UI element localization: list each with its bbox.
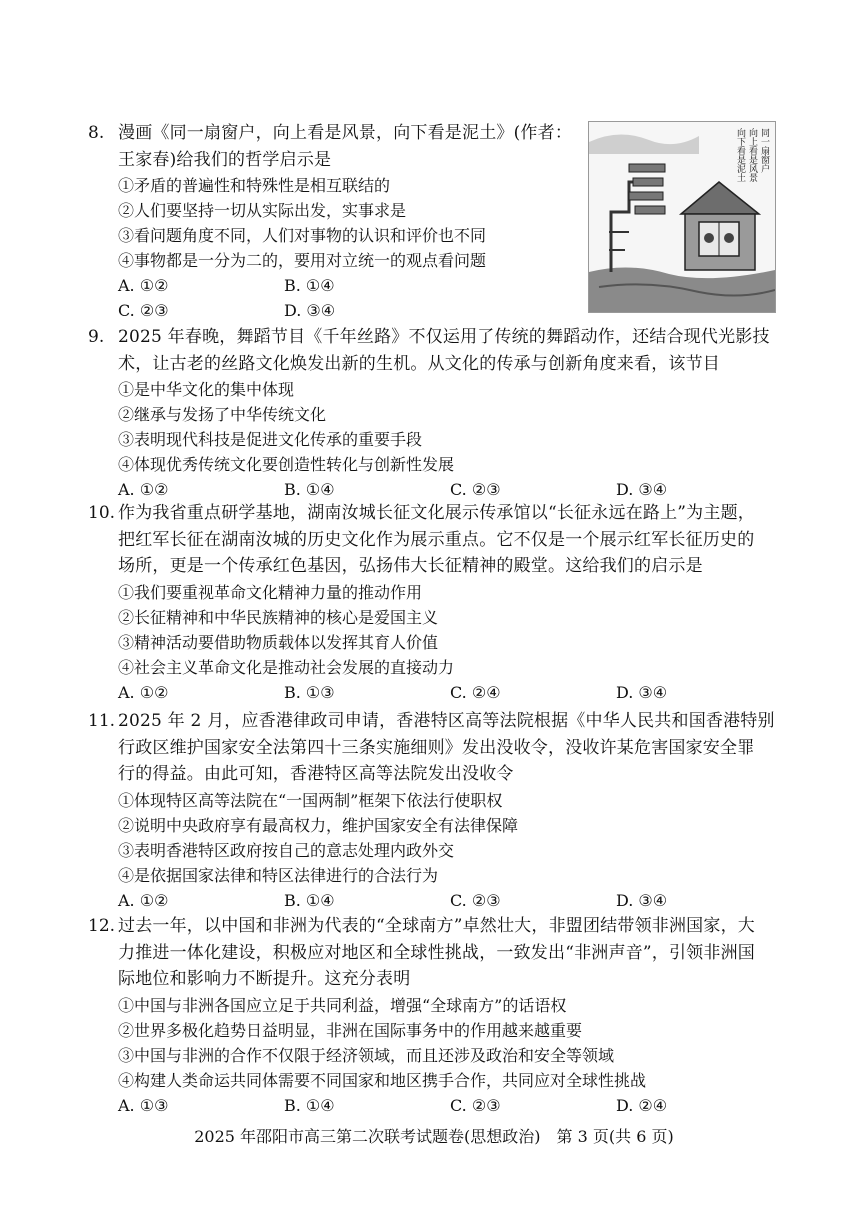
question-stem-line: 力推进一体化建设，积极应对地区和全球性挑战，一致发出“非洲声音”，引领非洲国 xyxy=(118,942,755,963)
answer-choices xyxy=(118,477,788,502)
choice-b: B. ①③ xyxy=(284,682,335,702)
statement-4: ④社会主义革命文化是推动社会发展的直接动力 xyxy=(118,657,455,677)
page-footer: 2025 年邵阳市高三第二次联考试题卷(思想政治) 第 3 页(共 6 页) xyxy=(194,1127,674,1146)
question-number: 9. xyxy=(88,327,105,347)
answer-choices xyxy=(118,298,578,323)
cartoon-caption xyxy=(735,128,769,182)
choice-d: D. ②④ xyxy=(616,1095,668,1115)
choice-a: A. ①② xyxy=(118,682,169,702)
question-stem-line: 2025 年 2 月，应香港律政司申请，香港特区高等法院根据《中华人民共和国香港特别 xyxy=(118,711,775,731)
statement-3: ③表明香港特区政府按自己的意志处理内政外交 xyxy=(118,840,455,860)
question-stem-line: 际地位和影响力不断提升。这充分表明 xyxy=(118,969,411,989)
statement-2: ②世界多极化趋势日益明显，非洲在国际事务中的作用越来越重要 xyxy=(118,1020,583,1040)
choice-d: D. ③④ xyxy=(616,480,668,499)
choice-b: B. ①④ xyxy=(284,890,335,910)
statement-4: ④是依据国家法律和特区法律进行的合法行为 xyxy=(118,865,439,885)
statement-4: ④事物都是一分为二的，要用对立统一的观点看问题 xyxy=(118,251,487,270)
question-number: 10. xyxy=(88,503,116,523)
choice-c: C. ②③ xyxy=(118,301,169,320)
question-11 xyxy=(88,708,788,913)
choice-d: D. ③④ xyxy=(616,682,668,702)
choice-d: D. ③④ xyxy=(284,301,336,320)
choice-a: A. ①③ xyxy=(118,1095,169,1115)
choice-d: D. ③④ xyxy=(616,890,668,910)
statement-1: ①是中华文化的集中体现 xyxy=(118,380,295,399)
statement-1: ①我们要重视革命文化精神力量的推动作用 xyxy=(118,582,423,602)
question-stem-line: 过去一年，以中国和非洲为代表的“全球南方”卓然壮大，非盟团结带领非洲国家，大 xyxy=(118,916,755,936)
question-number: 8. xyxy=(88,123,105,143)
statement-1: ①矛盾的普遍性和特殊性是相互联结的 xyxy=(118,176,391,195)
choice-c: C. ②④ xyxy=(450,682,501,702)
question-12 xyxy=(88,913,788,1118)
question-number: 11. xyxy=(88,711,116,731)
question-stem-line: 行政区维护国家安全法第四十三条实施细则》发出没收令，没收许某危害国家安全罪 xyxy=(118,737,755,758)
statement-1: ①体现特区高等法院在“一国两制”框架下依法行使职权 xyxy=(118,790,503,810)
question-stem-line: 行的得益。由此可知，香港特区高等法院发出没收令 xyxy=(118,764,514,784)
answer-choices xyxy=(118,888,788,913)
choice-a: A. ①② xyxy=(118,890,169,910)
question-stem-line: 漫画《同一扇窗户，向上看是风景，向下看是泥土》(作者： xyxy=(118,123,573,143)
statement-2: ②说明中央政府享有最高权力，维护国家安全有法律保障 xyxy=(118,815,519,835)
choice-a: A. ①② xyxy=(118,480,169,499)
cartoon-illustration xyxy=(588,121,776,313)
choice-c: C. ②③ xyxy=(450,1095,501,1115)
statement-2: ②长征精神和中华民族精神的核心是爱国主义 xyxy=(118,607,439,627)
answer-choices xyxy=(118,680,788,705)
statement-3: ③看问题角度不同，人们对事物的认识和评价也不同 xyxy=(118,226,487,245)
statement-2: ②人们要坚持一切从实际出发，实事求是 xyxy=(118,201,407,220)
choice-b: B. ①④ xyxy=(284,276,335,295)
question-stem-line: 把红军长征在湖南汝城的历史文化作为展示重点。它不仅是一个展示红军长征历史的 xyxy=(118,529,755,550)
question-stem-line: 2025 年春晚，舞蹈节目《千年丝路》不仅运用了传统的舞蹈动作，还结合现代光影技 xyxy=(118,327,770,347)
statement-1: ①中国与非洲各国应立足于共同利益，增强“全球南方”的话语权 xyxy=(118,995,567,1015)
statement-4: ④构建人类命运共同体需要不同国家和地区携手合作，共同应对全球性挑战 xyxy=(118,1070,647,1090)
question-9 xyxy=(88,324,788,502)
statement-4: ④体现优秀传统文化要创造性转化与创新性发展 xyxy=(118,455,455,474)
statement-3: ③表明现代科技是促进文化传承的重要手段 xyxy=(118,430,423,449)
question-8 xyxy=(88,120,578,323)
choice-c: C. ②③ xyxy=(450,890,501,910)
question-stem-line: 场所，更是一个传承红色基因，弘扬伟大长征精神的殿堂。这给我们的启示是 xyxy=(118,556,703,576)
choice-a: A. ①② xyxy=(118,276,169,295)
caption-column: 向上看是风景 xyxy=(747,128,757,182)
caption-column: 同一扇窗户 xyxy=(759,128,769,173)
answer-choices xyxy=(118,1093,788,1118)
choice-b: B. ①④ xyxy=(284,480,335,499)
question-stem-line: 术，让古老的丝路文化焕发出新的生机。从文化的传承与创新角度来看，该节目 xyxy=(118,353,720,374)
question-10 xyxy=(88,500,788,705)
question-number: 12. xyxy=(88,916,116,936)
statement-2: ②继承与发扬了中华传统文化 xyxy=(118,405,327,424)
statement-3: ③中国与非洲的合作不仅限于经济领域，而且还涉及政治和安全等领域 xyxy=(118,1045,615,1065)
statement-3: ③精神活动要借助物质载体以发挥其育人价值 xyxy=(118,632,439,652)
caption-column: 向下看是泥土 xyxy=(735,128,745,182)
question-stem-line: 作为我省重点研学基地，湖南汝城长征文化展示传承馆以“长征永远在路上”为主题， xyxy=(118,503,755,523)
choice-c: C. ②③ xyxy=(450,480,501,499)
choice-b: B. ①④ xyxy=(284,1095,335,1115)
answer-choices xyxy=(118,273,578,298)
question-stem-line: 王家春)给我们的哲学启示是 xyxy=(118,149,332,170)
